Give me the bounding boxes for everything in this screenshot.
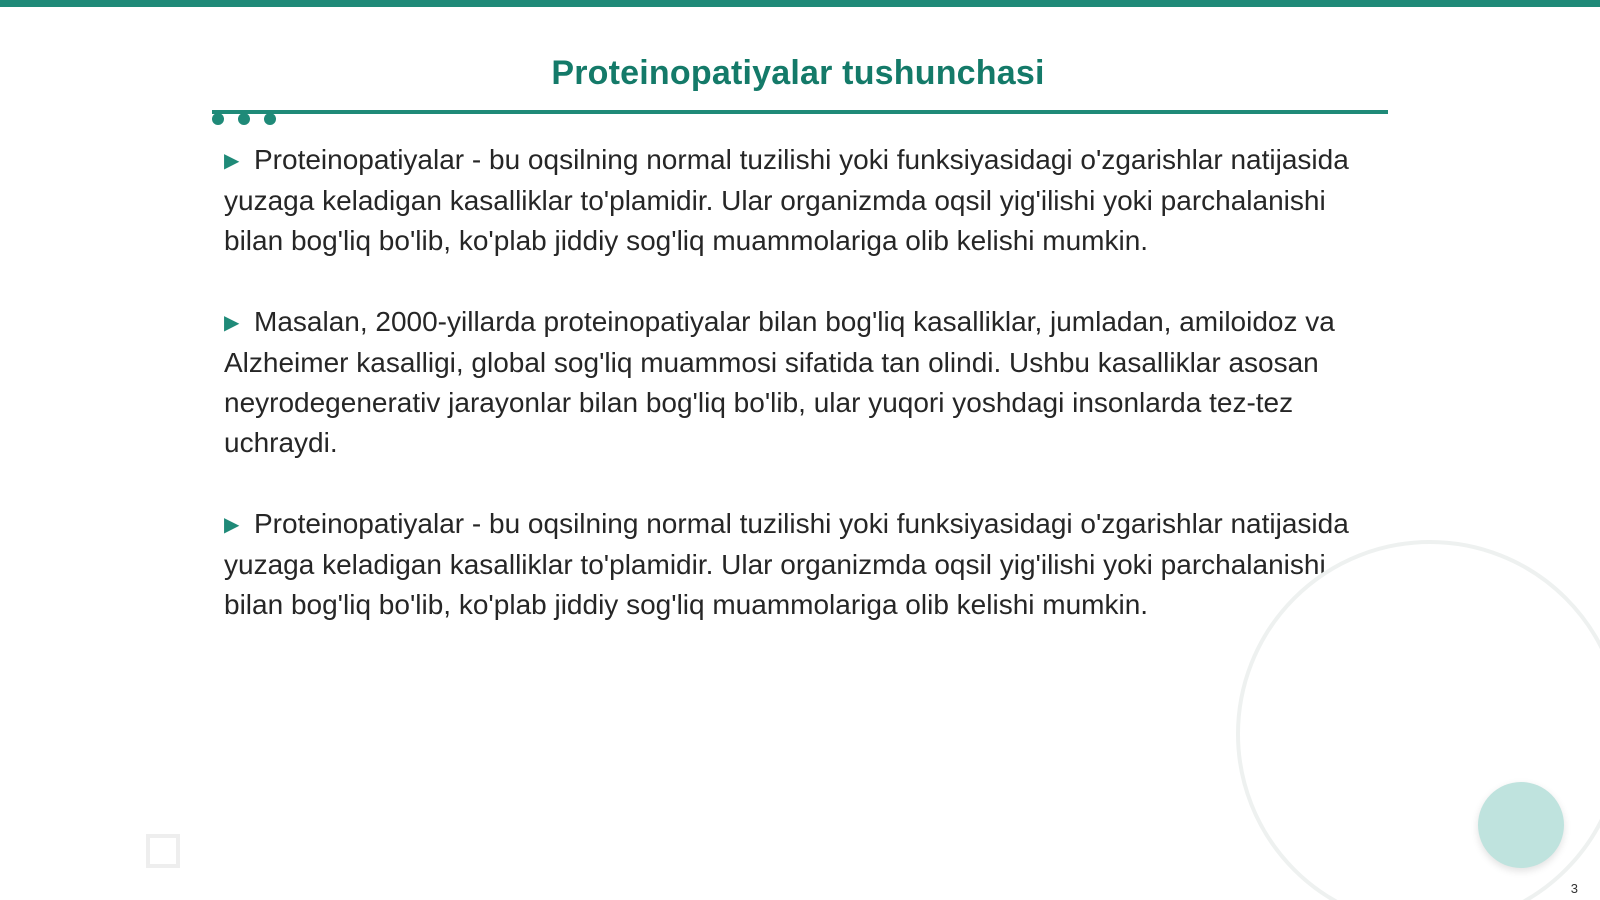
paragraph-text: Proteinopatiyalar - bu oqsilning normal tuzilishi yoki funksiyasidagi o'zgarishlar natijasida yuzaga keladigan kasalliklar to'plamidir. Ular organizmda oqsil yig'ilishi yoki parchalanishi bilan bog'liq bo'lib, ko'plab jiddiy sog'liq muammolariga olib kelishi mumkin.	[224, 144, 1349, 256]
decorative-dot	[264, 113, 276, 125]
triangle-right-icon: ▶	[224, 150, 240, 172]
decorative-circle	[1478, 782, 1564, 868]
title-underline	[212, 110, 1388, 114]
decorative-dot	[238, 113, 250, 125]
decorative-square	[146, 834, 180, 868]
triangle-right-icon: ▶	[224, 312, 240, 334]
bullet-paragraph	[224, 140, 1384, 261]
bullet-paragraph	[224, 504, 1384, 625]
slide-title: Proteinopatiyalar tushunchasi	[551, 54, 1045, 92]
paragraph-text: Masalan, 2000-yillarda proteinopatiyalar bilan bog'liq kasalliklar, jumladan, amiloidoz va Alzheimer kasalligi, global sog'liq muammosi sifatida tan olindi. Ushbu kasalliklar asosan neyrodegenerativ jarayonlar bilan bog'liq bo'lib, ular yuqori yoshdagi insonlarda tez-tez uchraydi.	[224, 306, 1335, 458]
page-number: 3	[1570, 881, 1578, 896]
bullet-paragraph	[224, 302, 1384, 463]
top-accent-bar	[0, 0, 1600, 7]
triangle-right-icon: ▶	[224, 514, 240, 536]
decorative-dot	[212, 113, 224, 125]
paragraph-text: Proteinopatiyalar - bu oqsilning normal tuzilishi yoki funksiyasidagi o'zgarishlar natijasida yuzaga keladigan kasalliklar to'plamidir. Ular organizmda oqsil yig'ilishi yoki parchalanishi bilan bog'liq bo'lib, ko'plab jiddiy sog'liq muammolariga olib kelishi mumkin.	[224, 508, 1349, 620]
bullet-list	[224, 140, 1384, 666]
